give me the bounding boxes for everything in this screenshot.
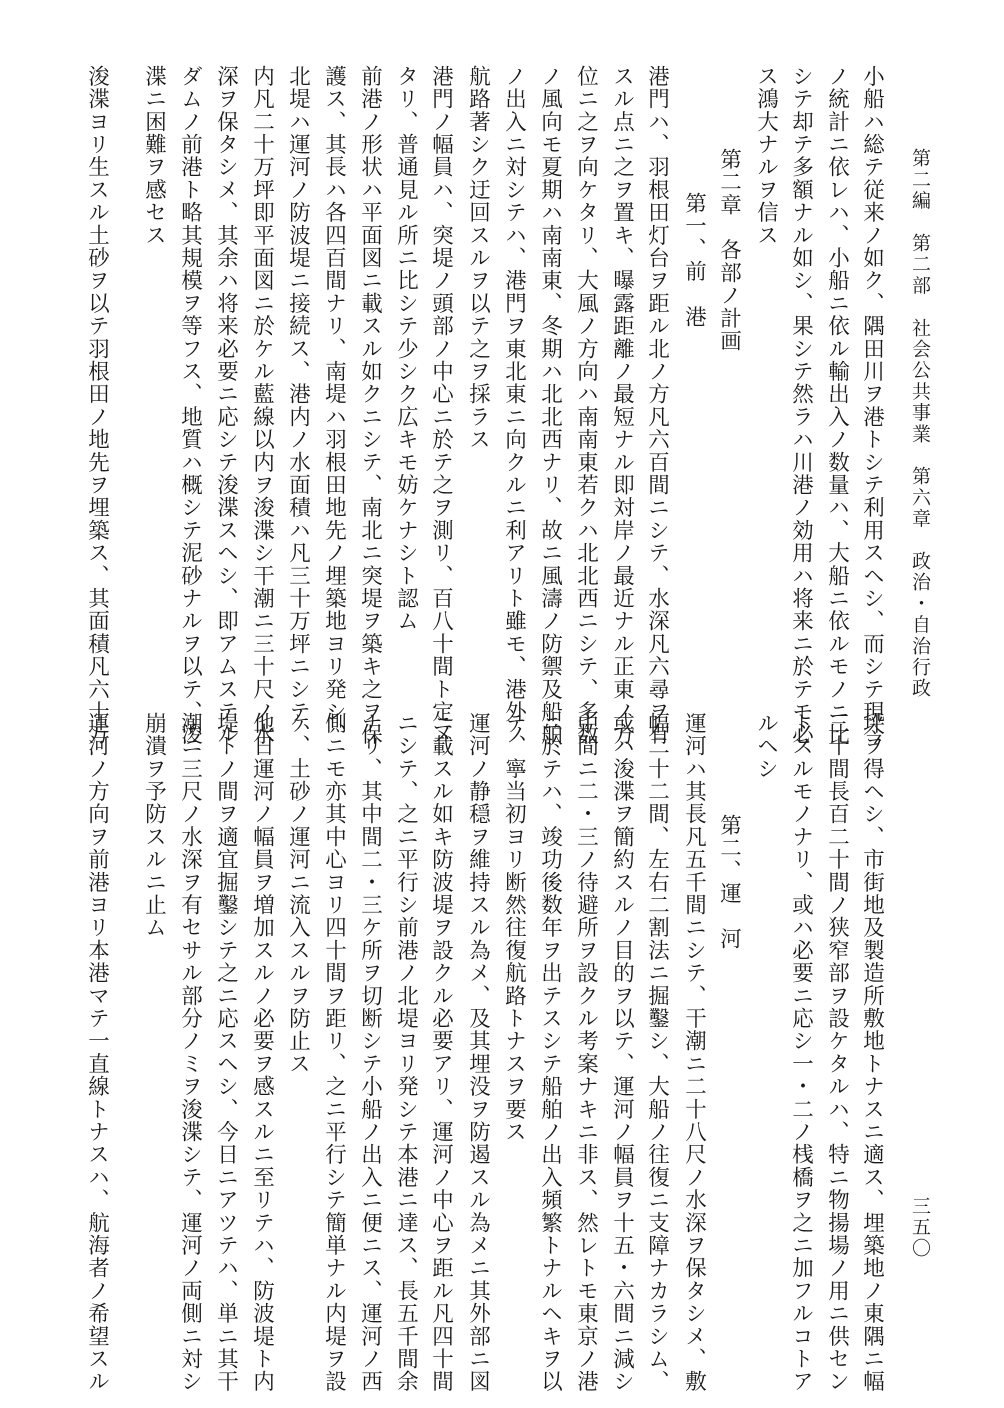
bottom-col-13: ニ載スル如キ防波堤ヲ設クル必要アリ、運河ノ中心ヲ距ル凡四十間 bbox=[428, 712, 454, 1393]
bottom-col-21: 崩潰ヲ予防スルニ止ム bbox=[141, 712, 167, 939]
bottom-col-19: 堤トノ間ヲ適宜掘鑿シテ之ニ応スヘシ、今日ニアツテハ、単ニ其干 bbox=[213, 712, 239, 1393]
bottom-col-20: 潮ニ三尺ノ水深ヲ有セサル部分ノミヲ浚渫シテ、運河ノ両側ニ対シ bbox=[177, 712, 203, 1393]
chapter-heading: 第二章 各部ノ計画 bbox=[716, 148, 742, 353]
bottom-col-22: 運河ノ方向ヲ前港ヨリ本港マテ一直線トナスハ、航海者ノ希望スル bbox=[84, 712, 110, 1393]
top-col-12: 航路著シク迂回スルヲ以テ之ヲ採ラス bbox=[465, 65, 491, 451]
running-header: 第二編 第二部 社会公共事業 第六章 政治・自治行政 bbox=[909, 148, 931, 700]
top-col-14: タリ、普通見ル所ニ比シテ少シク広キモ妨ケナシト認ム bbox=[393, 65, 419, 633]
bottom-col-7: 幅二十二間、左右二割法ニ掘鑿シ、大船ノ往復ニ支障ナカラシム、 bbox=[644, 712, 670, 1393]
top-col-4: ス鴻大ナルヲ信ス bbox=[753, 65, 779, 247]
top-col-2: ノ統計ニ依レハ、小船ニ依ル輸出入ノ数量ハ、大船ニ依ルモノニ比 bbox=[824, 65, 850, 746]
bottom-col-6: 運河ハ其長凡五千間ニシテ、干潮ニ二十八尺ノ水深ヲ保タシメ、敷 bbox=[681, 712, 707, 1393]
top-col-8: スル点ニ之ヲ置キ、曝露距離ノ最短ナル即対岸ノ最近ナル正東ノ方 bbox=[609, 65, 635, 746]
top-col-1: 小船ハ総テ従来ノ如ク、隅田川ヲ港トシテ利用スヘシ、而シテ現今 bbox=[859, 65, 885, 746]
top-col-22: 浚渫ヨリ生スル土砂ヲ以テ羽根田ノ地先ヲ埋築ス、其面積凡六十万 bbox=[84, 65, 110, 746]
bottom-col-4: ルヘシ bbox=[753, 712, 779, 781]
bottom-col-15: ナリ、其中間二・三ケ所ヲ切断シテ小船ノ出入ニ便ニス、運河ノ西 bbox=[357, 712, 383, 1393]
bottom-col-11: テ、寧当初ヨリ断然往復航路トナスヲ要ス bbox=[501, 712, 527, 1144]
bottom-col-3: トスルモノナリ、或ハ必要ニ応シ一・二ノ桟橋ヲ之ニ加フルコトア bbox=[788, 712, 814, 1393]
top-col-18: 内凡二十万坪即平面図ニ於ケル藍線以内ヲ浚渫シ干潮ニ三十尺ノ水 bbox=[249, 65, 275, 746]
top-col-10: ノ風向モ夏期ハ南南東、冬期ハ北北西ナリ、故ニ風濤ノ防禦及船舶 bbox=[537, 65, 563, 746]
section-heading-canal: 第二、運 河 bbox=[716, 814, 742, 951]
section-heading-outer-port: 第一、前 港 bbox=[681, 192, 707, 329]
bottom-col-16: 側ニモ亦其中心ヨリ四十間ヲ距リ、之ニ平行シテ簡単ナル内堤ヲ設 bbox=[321, 712, 347, 1393]
top-col-3: シテ却テ多額ナル如シ、果シテ然ラハ川港ノ効用ハ将来ニ於テモ必 bbox=[788, 65, 814, 746]
top-col-9: 位ニ之ヲ向ケタリ、大風ノ方向ハ南南東若クハ北北西ニシテ、多数 bbox=[573, 65, 599, 746]
bottom-col-14: ニシテ、之ニ平行シ前港ノ北堤ヨリ発シテ本港ニ達ス、長五千間余 bbox=[393, 712, 419, 1393]
top-col-13: 港門ノ幅員ハ、突堤ノ頭部ノ中心ニ於テ之ヲ測リ、百八十間ト定メ bbox=[428, 65, 454, 746]
bottom-col-17: ケ、土砂ノ運河ニ流入スルヲ防止ス bbox=[285, 712, 311, 1076]
bottom-col-1: 坪ヲ得ヘシ、市街地及製造所敷地トナスニ適ス、埋築地ノ東隅ニ幅 bbox=[859, 712, 885, 1393]
top-col-15: 前港ノ形状ハ平面図ニ載スル如クニシテ、南北ニ突堤ヲ築キ之ヲ保 bbox=[357, 65, 383, 746]
top-col-16: 護ス、其長ハ各四百間ナリ、南堤ハ羽根田地先ノ埋築地ヨリ発シ、 bbox=[321, 65, 347, 746]
bottom-col-2: 三十間長百二十間ノ狭窄部ヲ設ケタルハ、特ニ物揚場ノ用ニ供セン bbox=[824, 712, 850, 1393]
top-col-17: 北堤ハ運河ノ防波堤ニ接続ス、港内ノ水面積ハ凡三十万坪ニシテ、 bbox=[285, 65, 311, 746]
top-col-21: 渫ニ困難ヲ感セス bbox=[141, 65, 167, 247]
bottom-col-8: 或ハ浚渫ヲ簡約スルノ目的ヲ以テ、運河ノ幅員ヲ十五・六間ニ減シ bbox=[609, 712, 635, 1393]
top-col-20: ダムノ前港ト略其規模ヲ等フス、地質ハ概シテ泥砂ナルヲ以テ、浚 bbox=[177, 65, 203, 746]
top-col-19: 深ヲ保タシメ、其余ハ将来必要ニ応シテ浚渫スヘシ、即アムステル bbox=[213, 65, 239, 746]
top-col-7: 港門ハ、羽根田灯台ヲ距ル北ノ方凡六百間ニシテ、水深凡六尋ヲ有 bbox=[644, 65, 670, 746]
bottom-col-12: 運河ノ静穏ヲ維持スル為メ、及其埋没ヲ防遏スル為メニ其外部ニ図 bbox=[465, 712, 491, 1393]
bottom-col-10: ニ於テハ、竣功後数年ヲ出テスシテ船舶ノ出入頻繁トナルヘキヲ以 bbox=[537, 712, 563, 1393]
top-col-11: ノ出入ニ対シテハ、港門ヲ東北東ニ向クルニ利アリト雖モ、港外ノ bbox=[501, 65, 527, 746]
bottom-col-9: 中間ニ二・三ノ待避所ヲ設クル考案ナキニ非ス、然レトモ東京ノ港 bbox=[573, 712, 599, 1393]
bottom-col-18: 他日運河ノ幅員ヲ増加スルノ必要ヲ感スルニ至リテハ、防波堤ト内 bbox=[249, 712, 275, 1393]
page-number: 三五〇 bbox=[909, 1196, 931, 1259]
